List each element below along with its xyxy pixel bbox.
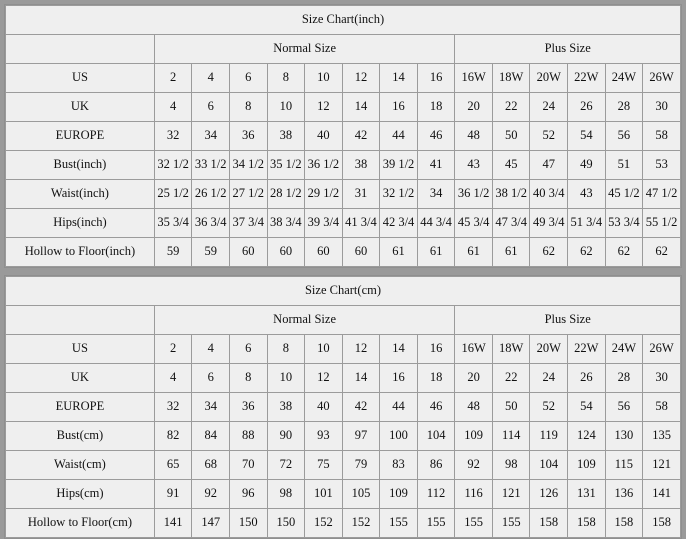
table-row: [6, 393, 681, 422]
cell: 65: [154, 451, 192, 480]
cell: 16W: [455, 64, 493, 93]
cell: 53: [643, 151, 681, 180]
cell: 155: [492, 509, 530, 538]
group-header-normal-cm: Normal Size: [154, 306, 455, 335]
cell: 105: [342, 480, 380, 509]
cell: 29 1/2: [305, 180, 343, 209]
table-row: [6, 509, 681, 538]
cell: 36: [229, 122, 267, 151]
cell: 50: [492, 122, 530, 151]
group-header-normal-inch: Normal Size: [154, 35, 455, 64]
table-row: [6, 364, 681, 393]
cell: 109: [568, 451, 606, 480]
cell: 68: [192, 451, 230, 480]
cell: 112: [417, 480, 455, 509]
cell: 104: [417, 422, 455, 451]
table-row: [6, 451, 681, 480]
cell: 42: [342, 122, 380, 151]
cell: 34 1/2: [229, 151, 267, 180]
cell: 36 1/2: [455, 180, 493, 209]
group-header-plus-inch: Plus Size: [455, 35, 681, 64]
cell: 45 1/2: [605, 180, 643, 209]
cell: 55 1/2: [643, 209, 681, 238]
cell: 16: [380, 364, 418, 393]
cell: 155: [417, 509, 455, 538]
cell: 48: [455, 122, 493, 151]
row-label-uk: UK: [6, 364, 155, 393]
cell: 10: [267, 93, 305, 122]
cell: 41 3/4: [342, 209, 380, 238]
size-table-cm: [5, 276, 681, 538]
cell: 38: [342, 151, 380, 180]
cell: 8: [229, 93, 267, 122]
cell: 20: [455, 93, 493, 122]
cell: 12: [305, 93, 343, 122]
cell: 61: [380, 238, 418, 267]
cell: 86: [417, 451, 455, 480]
cell: 24W: [605, 335, 643, 364]
cell: 49: [568, 151, 606, 180]
cell: 14: [342, 364, 380, 393]
cell: 35 1/2: [267, 151, 305, 180]
cell: 158: [605, 509, 643, 538]
cell: 16: [380, 93, 418, 122]
cell: 150: [229, 509, 267, 538]
cell: 39 3/4: [305, 209, 343, 238]
cell: 18W: [492, 64, 530, 93]
cell: 33 1/2: [192, 151, 230, 180]
row-label-hips: Hips(cm): [6, 480, 155, 509]
cell: 18: [417, 364, 455, 393]
cell: 84: [192, 422, 230, 451]
table-row: [6, 209, 681, 238]
cell: 8: [267, 335, 305, 364]
cell: 158: [568, 509, 606, 538]
cell: 35 3/4: [154, 209, 192, 238]
cell: 88: [229, 422, 267, 451]
cell: 60: [229, 238, 267, 267]
cell: 60: [267, 238, 305, 267]
cell: 141: [643, 480, 681, 509]
cell: 32: [154, 122, 192, 151]
cell: 91: [154, 480, 192, 509]
cell: 20: [455, 364, 493, 393]
cell: 130: [605, 422, 643, 451]
cell: 26W: [643, 335, 681, 364]
cell: 24W: [605, 64, 643, 93]
cell: 14: [342, 93, 380, 122]
cell: 109: [380, 480, 418, 509]
cell: 45: [492, 151, 530, 180]
cell: 4: [192, 64, 230, 93]
cell: 37 3/4: [229, 209, 267, 238]
cell: 18: [417, 93, 455, 122]
cell: 60: [305, 238, 343, 267]
cell: 52: [530, 122, 568, 151]
cell: 116: [455, 480, 493, 509]
row-label-us: US: [6, 335, 155, 364]
cell: 32 1/2: [154, 151, 192, 180]
cell: 2: [154, 335, 192, 364]
table-row: [6, 93, 681, 122]
cell: 52: [530, 393, 568, 422]
cell: 28 1/2: [267, 180, 305, 209]
cell: 2: [154, 64, 192, 93]
cell: 59: [154, 238, 192, 267]
cell: 131: [568, 480, 606, 509]
cell: 54: [568, 393, 606, 422]
cell: 53 3/4: [605, 209, 643, 238]
size-chart-inch: [4, 4, 682, 268]
cell: 42 3/4: [380, 209, 418, 238]
cell: 155: [455, 509, 493, 538]
cell: 100: [380, 422, 418, 451]
cell: 26: [568, 93, 606, 122]
cell: 38: [267, 393, 305, 422]
cell: 22W: [568, 64, 606, 93]
chart-title-inch: Size Chart(inch): [6, 6, 681, 35]
cell: 6: [192, 364, 230, 393]
cell: 72: [267, 451, 305, 480]
cell: 16: [417, 64, 455, 93]
cell: 47: [530, 151, 568, 180]
row-label-europe: EUROPE: [6, 122, 155, 151]
cell: 40: [305, 393, 343, 422]
cell: 44: [380, 393, 418, 422]
cell: 45 3/4: [455, 209, 493, 238]
cell: 155: [380, 509, 418, 538]
cell: 36: [229, 393, 267, 422]
cell: 20W: [530, 335, 568, 364]
cell: 109: [455, 422, 493, 451]
cell: 46: [417, 393, 455, 422]
cell: 97: [342, 422, 380, 451]
cell: 30: [643, 364, 681, 393]
cell: 62: [643, 238, 681, 267]
cell: 56: [605, 122, 643, 151]
cell: 43: [568, 180, 606, 209]
cell: 51 3/4: [568, 209, 606, 238]
cell: 59: [192, 238, 230, 267]
cell: 22W: [568, 335, 606, 364]
cell: 38: [267, 122, 305, 151]
cell: 43: [455, 151, 493, 180]
cell: 10: [305, 64, 343, 93]
cell: 26 1/2: [192, 180, 230, 209]
cell: 20W: [530, 64, 568, 93]
cell: 36 3/4: [192, 209, 230, 238]
row-label-hips: Hips(inch): [6, 209, 155, 238]
cell: 6: [229, 64, 267, 93]
cell: 93: [305, 422, 343, 451]
chart-title-cm: Size Chart(cm): [6, 277, 681, 306]
cell: 98: [267, 480, 305, 509]
corner-cell: [6, 35, 155, 64]
cell: 32: [154, 393, 192, 422]
cell: 38 1/2: [492, 180, 530, 209]
cell: 61: [455, 238, 493, 267]
cell: 104: [530, 451, 568, 480]
table-row-groups: [6, 35, 681, 64]
cell: 126: [530, 480, 568, 509]
cell: 158: [530, 509, 568, 538]
table-row: [6, 122, 681, 151]
cell: 135: [643, 422, 681, 451]
cell: 90: [267, 422, 305, 451]
cell: 70: [229, 451, 267, 480]
cell: 83: [380, 451, 418, 480]
cell: 62: [568, 238, 606, 267]
cell: 16W: [455, 335, 493, 364]
cell: 50: [492, 393, 530, 422]
cell: 41: [417, 151, 455, 180]
size-table-inch: [5, 5, 681, 267]
cell: 40 3/4: [530, 180, 568, 209]
cell: 124: [568, 422, 606, 451]
cell: 24: [530, 364, 568, 393]
cell: 26: [568, 364, 606, 393]
cell: 75: [305, 451, 343, 480]
cell: 46: [417, 122, 455, 151]
cell: 147: [192, 509, 230, 538]
cell: 22: [492, 364, 530, 393]
cell: 115: [605, 451, 643, 480]
cell: 92: [455, 451, 493, 480]
row-label-us: US: [6, 64, 155, 93]
cell: 51: [605, 151, 643, 180]
cell: 58: [643, 393, 681, 422]
cell: 62: [605, 238, 643, 267]
cell: 62: [530, 238, 568, 267]
cell: 40: [305, 122, 343, 151]
table-row: [6, 335, 681, 364]
table-row-title: [6, 6, 681, 35]
cell: 82: [154, 422, 192, 451]
cell: 60: [342, 238, 380, 267]
cell: 38 3/4: [267, 209, 305, 238]
cell: 54: [568, 122, 606, 151]
cell: 26W: [643, 64, 681, 93]
cell: 56: [605, 393, 643, 422]
cell: 47 1/2: [643, 180, 681, 209]
cell: 152: [305, 509, 343, 538]
cell: 27 1/2: [229, 180, 267, 209]
cell: 141: [154, 509, 192, 538]
cell: 121: [492, 480, 530, 509]
cell: 58: [643, 122, 681, 151]
cell: 61: [492, 238, 530, 267]
cell: 8: [229, 364, 267, 393]
row-label-waist: Waist(inch): [6, 180, 155, 209]
table-row: [6, 64, 681, 93]
cell: 34: [192, 393, 230, 422]
cell: 61: [417, 238, 455, 267]
cell: 6: [192, 93, 230, 122]
row-label-hollow-to-floor: Hollow to Floor(inch): [6, 238, 155, 267]
cell: 16: [417, 335, 455, 364]
row-label-bust: Bust(inch): [6, 151, 155, 180]
cell: 136: [605, 480, 643, 509]
row-label-uk: UK: [6, 93, 155, 122]
row-label-europe: EUROPE: [6, 393, 155, 422]
row-label-bust: Bust(cm): [6, 422, 155, 451]
cell: 12: [342, 335, 380, 364]
table-row: [6, 151, 681, 180]
table-row: [6, 238, 681, 267]
cell: 10: [305, 335, 343, 364]
cell: 4: [192, 335, 230, 364]
cell: 49 3/4: [530, 209, 568, 238]
cell: 34: [192, 122, 230, 151]
cell: 150: [267, 509, 305, 538]
corner-cell: [6, 306, 155, 335]
cell: 31: [342, 180, 380, 209]
cell: 119: [530, 422, 568, 451]
cell: 10: [267, 364, 305, 393]
cell: 6: [229, 335, 267, 364]
cell: 28: [605, 364, 643, 393]
cell: 48: [455, 393, 493, 422]
cell: 114: [492, 422, 530, 451]
cell: 44 3/4: [417, 209, 455, 238]
cell: 14: [380, 64, 418, 93]
table-row-title: [6, 277, 681, 306]
cell: 12: [305, 364, 343, 393]
table-row: [6, 180, 681, 209]
cell: 34: [417, 180, 455, 209]
cell: 32 1/2: [380, 180, 418, 209]
cell: 22: [492, 93, 530, 122]
cell: 98: [492, 451, 530, 480]
row-label-hollow-to-floor: Hollow to Floor(cm): [6, 509, 155, 538]
cell: 42: [342, 393, 380, 422]
cell: 39 1/2: [380, 151, 418, 180]
cell: 28: [605, 93, 643, 122]
cell: 121: [643, 451, 681, 480]
cell: 14: [380, 335, 418, 364]
group-header-plus-cm: Plus Size: [455, 306, 681, 335]
cell: 25 1/2: [154, 180, 192, 209]
table-row: [6, 422, 681, 451]
size-chart-cm: [4, 275, 682, 539]
cell: 18W: [492, 335, 530, 364]
table-row-groups: [6, 306, 681, 335]
cell: 92: [192, 480, 230, 509]
cell: 4: [154, 93, 192, 122]
cell: 152: [342, 509, 380, 538]
cell: 158: [643, 509, 681, 538]
cell: 79: [342, 451, 380, 480]
cell: 12: [342, 64, 380, 93]
cell: 30: [643, 93, 681, 122]
cell: 24: [530, 93, 568, 122]
cell: 96: [229, 480, 267, 509]
cell: 47 3/4: [492, 209, 530, 238]
cell: 101: [305, 480, 343, 509]
cell: 36 1/2: [305, 151, 343, 180]
cell: 44: [380, 122, 418, 151]
table-row: [6, 480, 681, 509]
cell: 8: [267, 64, 305, 93]
cell: 4: [154, 364, 192, 393]
row-label-waist: Waist(cm): [6, 451, 155, 480]
